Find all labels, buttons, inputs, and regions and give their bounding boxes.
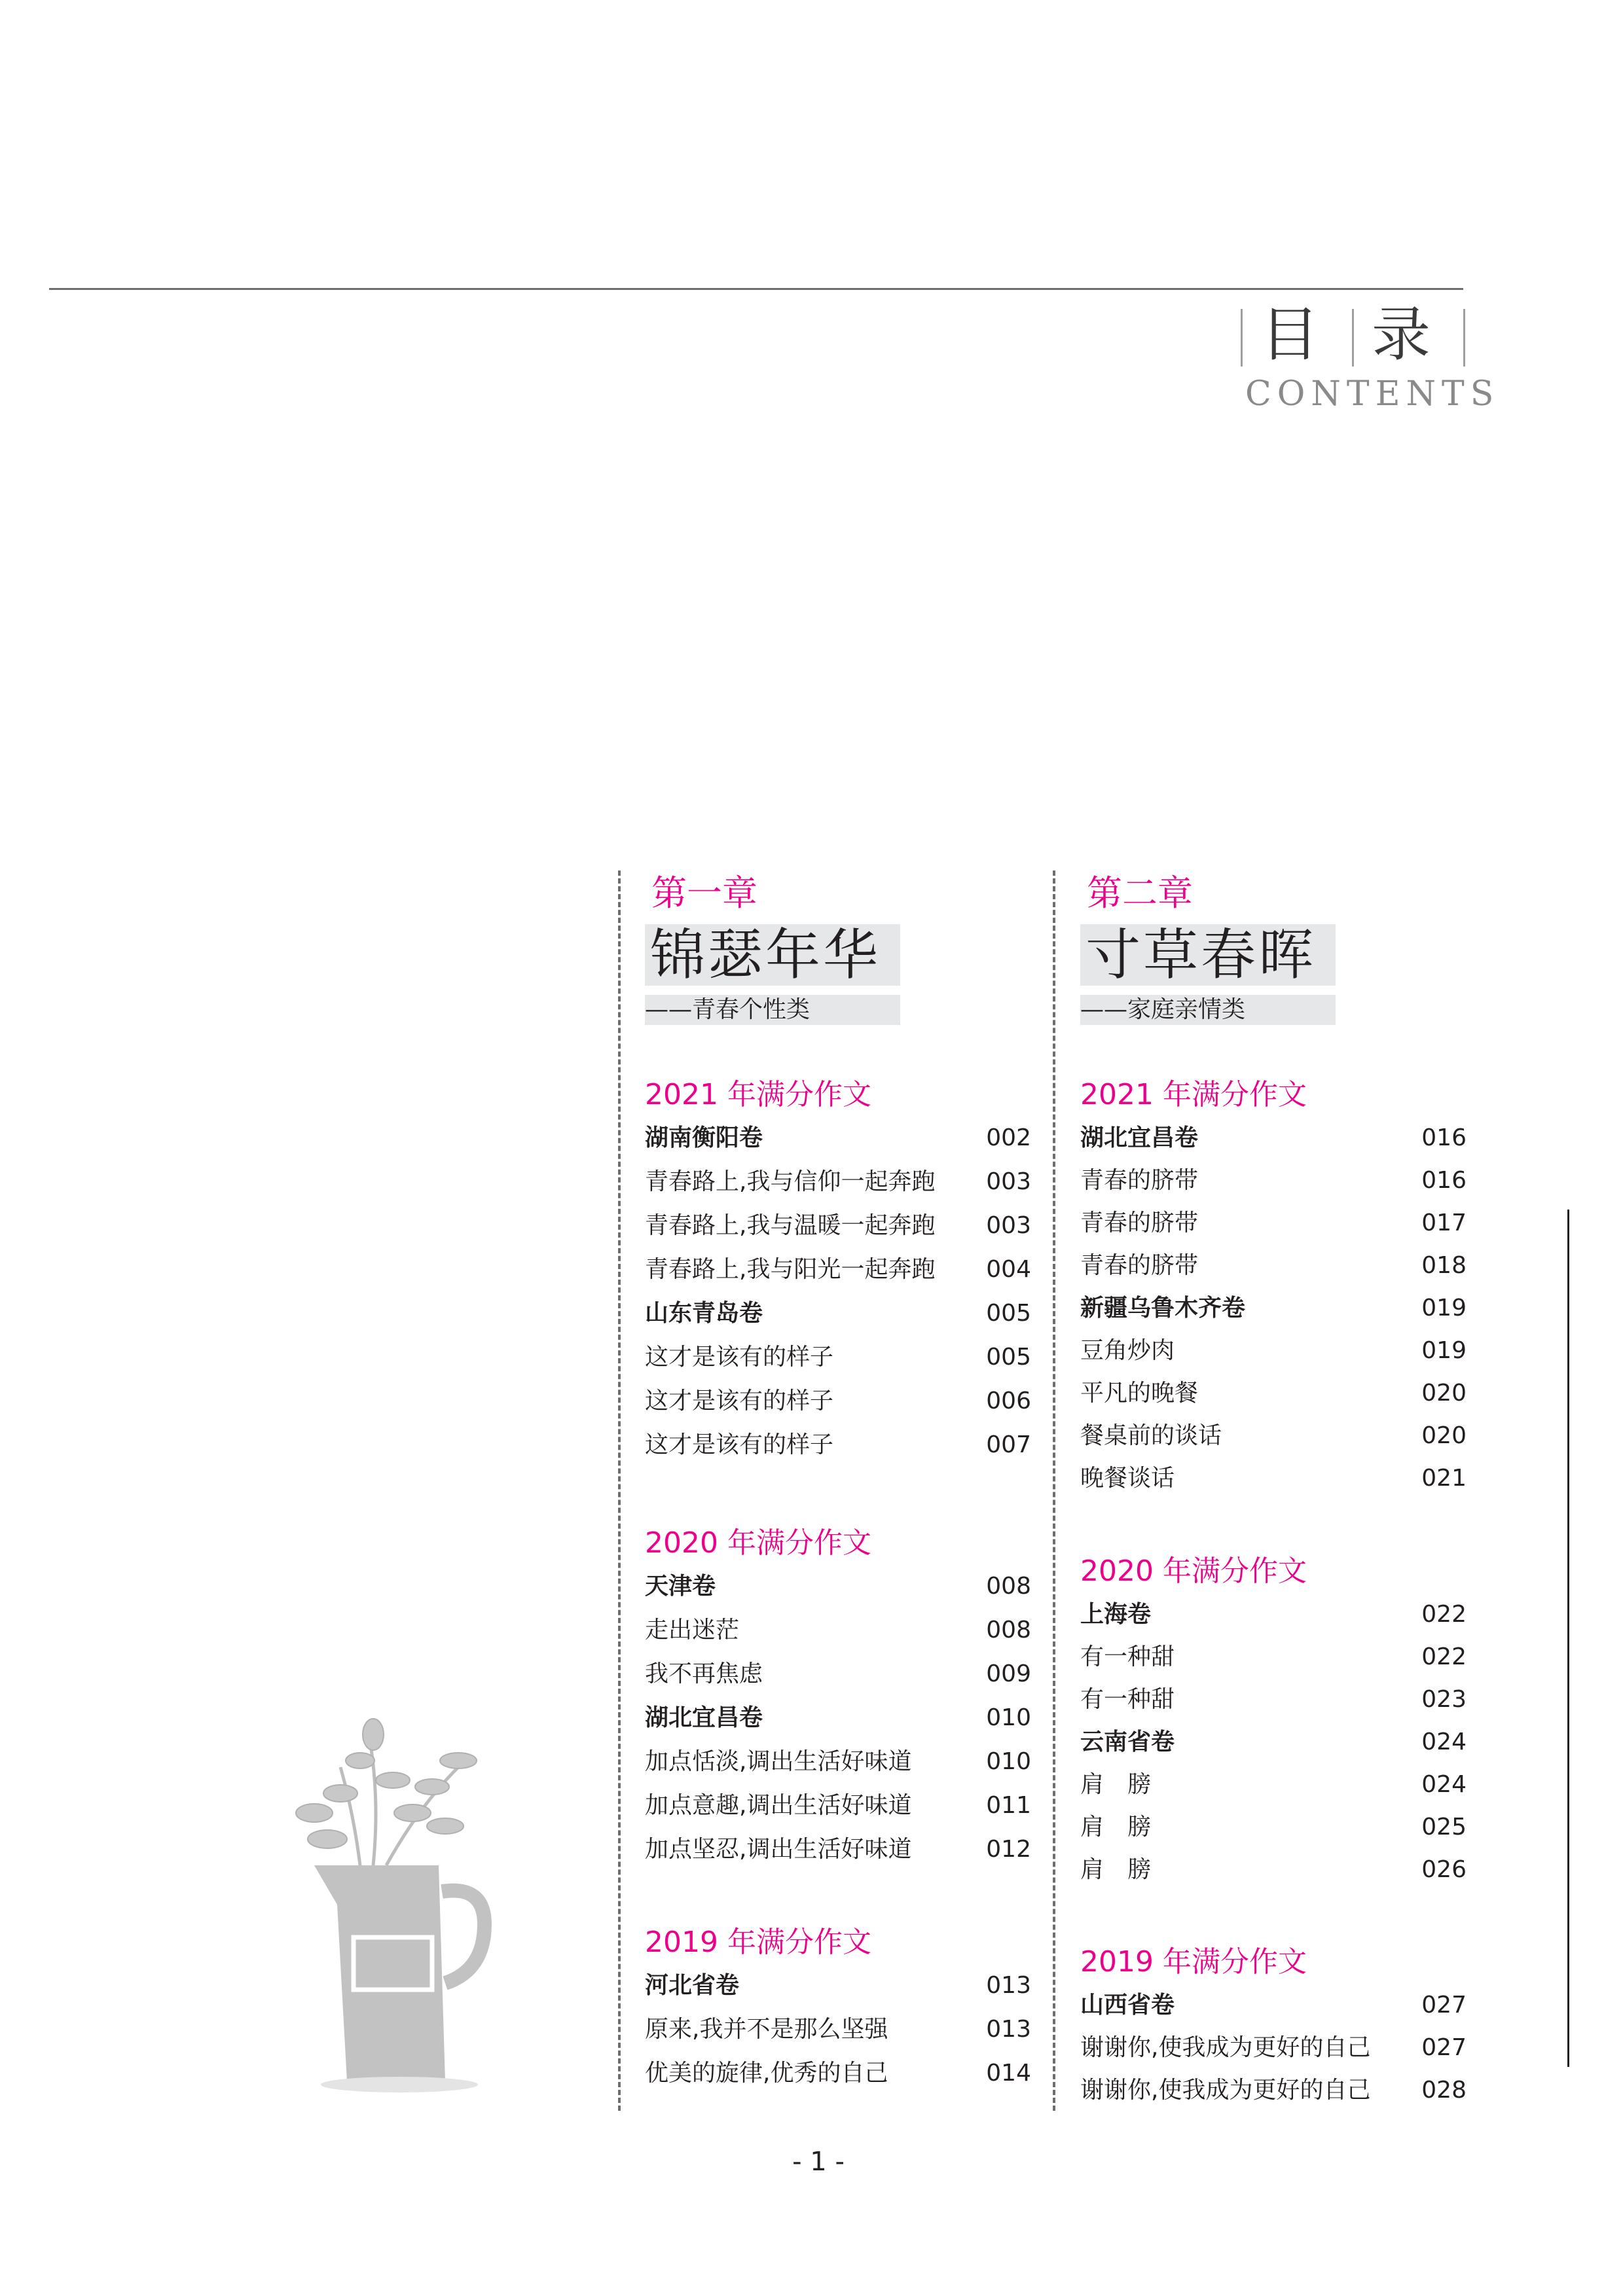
entry-page-number: 024 (1421, 1729, 1467, 1755)
entry-title: 河北省卷 (645, 1972, 740, 1999)
toc-essay-entry[interactable] (645, 1833, 1031, 1867)
toc-essay-entry[interactable] (645, 1789, 1031, 1823)
entry-title: 青春的脐带 (1080, 1167, 1199, 1194)
entry-page-number: 008 (986, 1573, 1031, 1600)
entry-page-number: 020 (1421, 1422, 1467, 1449)
column-divider-2 (1053, 870, 1055, 2111)
toc-essay-entry[interactable] (1080, 2073, 1467, 2108)
contents-subtitle: CONTENTS (1245, 374, 1500, 414)
title-divider (1463, 309, 1465, 367)
toc-essay-entry[interactable] (645, 1253, 1031, 1287)
section-heading: 2021 年满分作文 (1080, 1078, 1307, 1111)
entry-page-number: 014 (986, 2060, 1031, 2087)
entry-page-number: 013 (986, 2016, 1031, 2043)
entry-page-number: 028 (1421, 2077, 1467, 2104)
entry-page-number: 011 (986, 1792, 1031, 1819)
toc-essay-entry[interactable] (1080, 1640, 1467, 1674)
toc-essay-entry[interactable] (645, 1340, 1031, 1374)
toc-region-entry[interactable] (1080, 1725, 1467, 1759)
entry-title: 平凡的晚餐 (1080, 1380, 1199, 1407)
entry-page-number: 019 (1421, 1337, 1467, 1364)
contents-title (1241, 302, 1467, 368)
entry-page-number: 006 (986, 1388, 1031, 1414)
entry-page-number: 027 (1421, 2034, 1467, 2061)
chapter-subtitle: ——家庭亲情类 (1080, 995, 1336, 1025)
title-char-2: 录 (1372, 300, 1431, 369)
entry-page-number: 012 (986, 1836, 1031, 1863)
page-number: - 1 - (792, 2147, 845, 2177)
section-heading: 2020 年满分作文 (645, 1526, 871, 1560)
toc-essay-entry[interactable] (645, 1613, 1031, 1647)
chapter-subtitle: ——青春个性类 (645, 995, 900, 1025)
toc-region-entry[interactable] (1080, 1988, 1467, 2022)
title-char-1: 目 (1260, 300, 1319, 369)
entry-title: 加点坚忍,调出生活好味道 (645, 1836, 912, 1863)
chapter-title: 寸草春晖 (1080, 924, 1336, 986)
entry-page-number: 005 (986, 1300, 1031, 1327)
entry-page-number: 021 (1421, 1465, 1467, 1492)
entry-page-number: 010 (986, 1704, 1031, 1731)
entry-title: 有一种甜 (1080, 1686, 1175, 1713)
entry-page-number: 024 (1421, 1771, 1467, 1798)
entry-title: 豆角炒肉 (1080, 1337, 1175, 1364)
entry-page-number: 003 (986, 1168, 1031, 1195)
toc-essay-entry[interactable] (645, 2056, 1031, 2090)
entry-title: 肩 膀 (1080, 1771, 1152, 1798)
entry-page-number: 023 (1421, 1686, 1467, 1713)
entry-page-number: 002 (986, 1124, 1031, 1151)
title-divider (1352, 309, 1354, 367)
entry-title: 这才是该有的样子 (645, 1431, 834, 1458)
toc-region-entry[interactable] (645, 1969, 1031, 2003)
toc-region-entry[interactable] (1080, 1291, 1467, 1325)
entry-title: 走出迷茫 (645, 1617, 740, 1643)
toc-essay-entry[interactable] (645, 1745, 1031, 1779)
entry-title: 青春的脐带 (1080, 1210, 1199, 1236)
entry-page-number: 018 (1421, 1252, 1467, 1279)
toc-essay-entry[interactable] (645, 1428, 1031, 1462)
entry-page-number: 016 (1421, 1124, 1467, 1151)
entry-title: 云南省卷 (1080, 1729, 1175, 1755)
toc-region-entry[interactable] (1080, 1598, 1467, 1632)
entry-title: 我不再焦虑 (645, 1660, 763, 1687)
toc-essay-entry[interactable] (645, 1209, 1031, 1243)
toc-essay-entry[interactable] (645, 2013, 1031, 2047)
entry-title: 湖北宜昌卷 (645, 1704, 763, 1731)
toc-essay-entry[interactable] (1080, 1853, 1467, 1887)
vase-body-icon (314, 1865, 484, 2092)
section-heading: 2019 年满分作文 (1080, 1945, 1307, 1979)
column-divider-1 (618, 870, 621, 2111)
header-rule (49, 288, 1463, 290)
entry-title: 肩 膀 (1080, 1814, 1152, 1840)
toc-region-entry[interactable] (645, 1570, 1031, 1604)
entry-title: 晚餐谈话 (1080, 1465, 1175, 1492)
entry-title: 谢谢你,使我成为更好的自己 (1080, 2077, 1371, 2104)
entry-page-number: 020 (1421, 1380, 1467, 1407)
entry-page-number: 010 (986, 1748, 1031, 1775)
entry-title: 天津卷 (645, 1573, 716, 1600)
toc-essay-entry[interactable] (645, 1657, 1031, 1691)
entry-title: 青春路上,我与信仰一起奔跑 (645, 1168, 936, 1195)
section-heading: 2020 年满分作文 (1080, 1554, 1307, 1588)
entry-page-number: 022 (1421, 1601, 1467, 1628)
entry-title: 湖北宜昌卷 (1080, 1124, 1199, 1151)
entry-page-number: 005 (986, 1344, 1031, 1371)
entry-title: 这才是该有的样子 (645, 1388, 834, 1414)
entry-page-number: 008 (986, 1617, 1031, 1643)
entry-title: 加点意趣,调出生活好味道 (645, 1792, 912, 1819)
entry-title: 原来,我并不是那么坚强 (645, 2016, 888, 2043)
toc-essay-entry[interactable] (1080, 1164, 1467, 1198)
section-heading: 2021 年满分作文 (645, 1078, 871, 1111)
entry-page-number: 013 (986, 1972, 1031, 1999)
toc-essay-entry[interactable] (1080, 1768, 1467, 1802)
entry-title: 湖南衡阳卷 (645, 1124, 763, 1151)
toc-essay-entry[interactable] (1080, 1683, 1467, 1717)
entry-title: 肩 膀 (1080, 1856, 1152, 1883)
entry-page-number: 019 (1421, 1295, 1467, 1321)
chapter-label: 第二章 (1087, 872, 1193, 914)
toc-region-entry[interactable] (645, 1701, 1031, 1735)
entry-title: 青春的脐带 (1080, 1252, 1199, 1279)
chapter-label: 第一章 (651, 872, 757, 914)
entry-title: 谢谢你,使我成为更好的自己 (1080, 2034, 1371, 2061)
leaves-icon (296, 1719, 477, 1865)
entry-title: 青春路上,我与阳光一起奔跑 (645, 1256, 936, 1283)
entry-title: 青春路上,我与温暖一起奔跑 (645, 1212, 936, 1239)
toc-essay-entry[interactable] (1080, 1376, 1467, 1410)
entry-title: 山东青岛卷 (645, 1300, 763, 1327)
entry-title: 优美的旋律,优秀的自己 (645, 2060, 888, 2087)
toc-essay-entry[interactable] (1080, 1249, 1467, 1283)
entry-page-number: 004 (986, 1256, 1031, 1283)
toc-essay-entry[interactable] (1080, 1419, 1467, 1453)
toc-essay-entry[interactable] (1080, 2031, 1467, 2065)
entry-title: 有一种甜 (1080, 1643, 1175, 1670)
entry-page-number: 027 (1421, 1992, 1467, 2018)
vase-illustration (275, 1715, 524, 2094)
toc-essay-entry[interactable] (1080, 1334, 1467, 1368)
toc-essay-entry[interactable] (645, 1165, 1031, 1199)
toc-essay-entry[interactable] (1080, 1462, 1467, 1496)
entry-page-number: 025 (1421, 1814, 1467, 1840)
entry-title: 上海卷 (1080, 1601, 1152, 1628)
toc-region-entry[interactable] (645, 1121, 1031, 1155)
chapter-title: 锦瑟年华 (645, 924, 900, 986)
entry-title: 山西省卷 (1080, 1992, 1175, 2018)
toc-region-entry[interactable] (1080, 1121, 1467, 1155)
title-divider (1241, 309, 1243, 367)
entry-title: 这才是该有的样子 (645, 1344, 834, 1371)
entry-page-number: 026 (1421, 1856, 1467, 1883)
toc-region-entry[interactable] (645, 1297, 1031, 1331)
entry-page-number: 007 (986, 1431, 1031, 1458)
entry-page-number: 017 (1421, 1210, 1467, 1236)
entry-title: 新疆乌鲁木齐卷 (1080, 1295, 1246, 1321)
toc-essay-entry[interactable] (1080, 1206, 1467, 1240)
entry-page-number: 016 (1421, 1167, 1467, 1194)
entry-title: 餐桌前的谈话 (1080, 1422, 1222, 1449)
entry-page-number: 009 (986, 1660, 1031, 1687)
page-edge-line (1567, 1210, 1569, 2067)
toc-essay-entry[interactable] (645, 1384, 1031, 1418)
section-heading: 2019 年满分作文 (645, 1926, 871, 1959)
entry-title: 加点恬淡,调出生活好味道 (645, 1748, 912, 1775)
entry-page-number: 003 (986, 1212, 1031, 1239)
entry-page-number: 022 (1421, 1643, 1467, 1670)
toc-essay-entry[interactable] (1080, 1810, 1467, 1844)
